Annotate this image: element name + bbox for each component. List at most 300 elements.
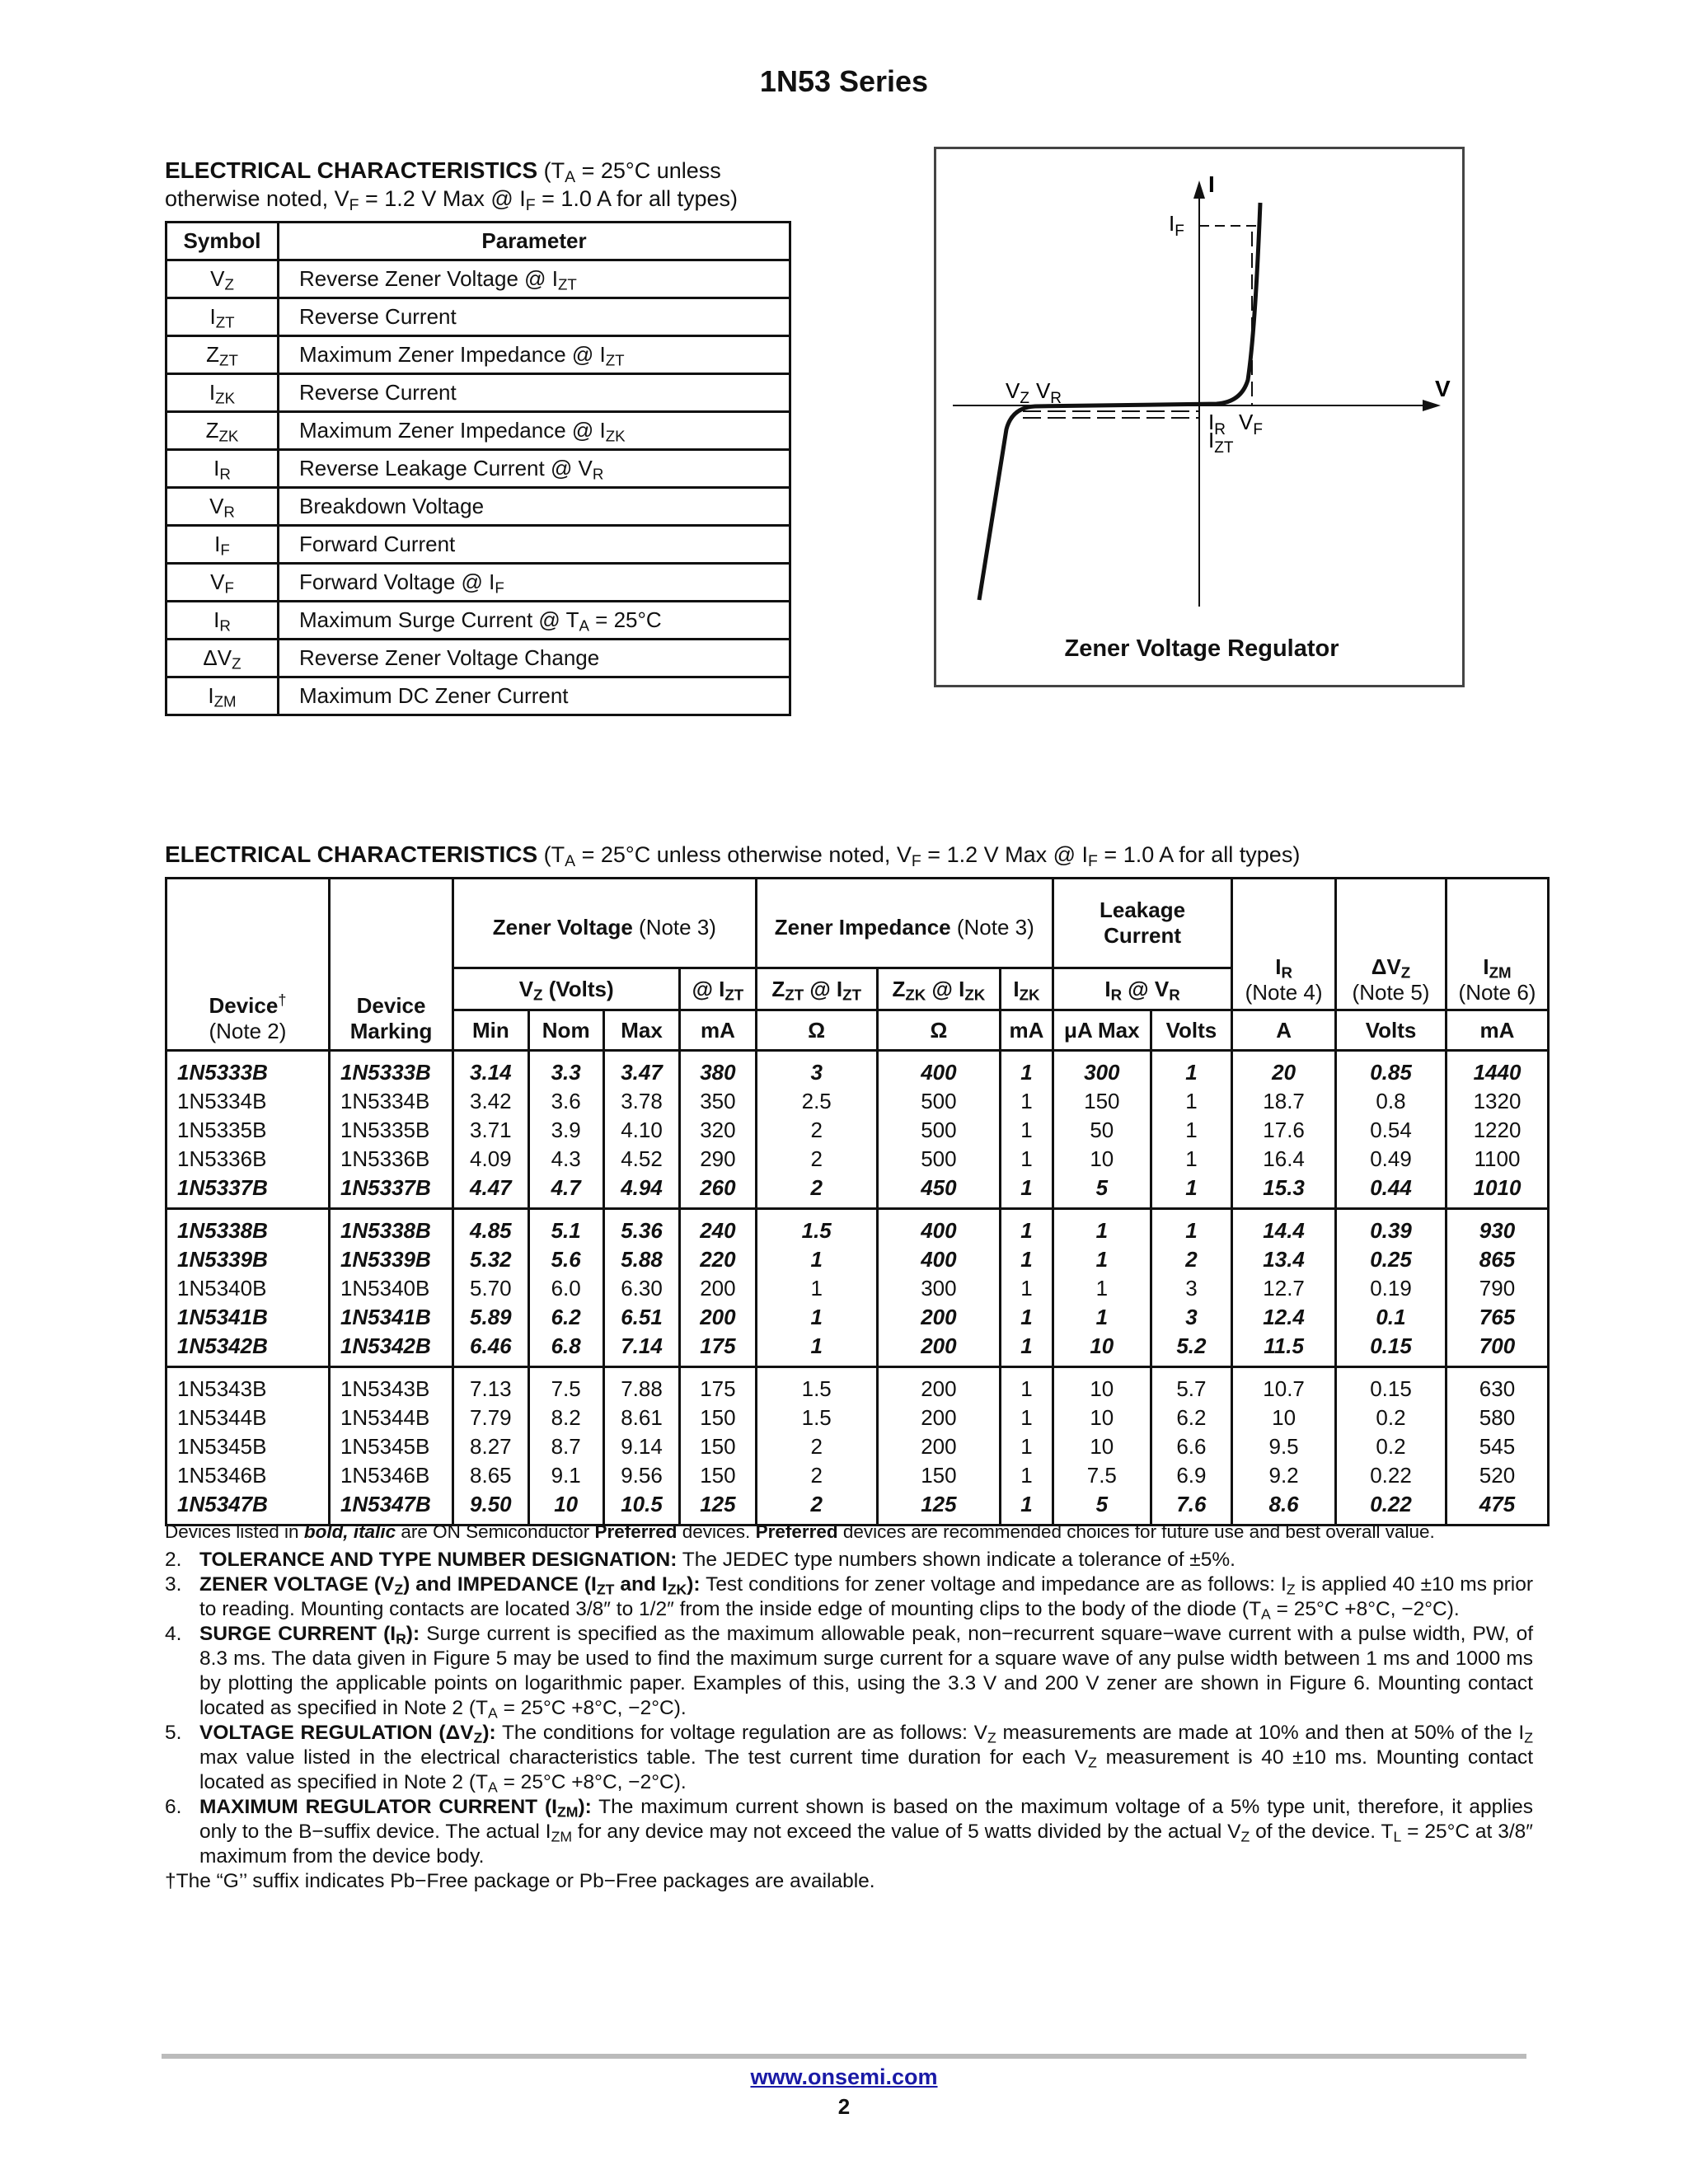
vr-volts-cell: 1 xyxy=(1151,1209,1231,1246)
vz-min-cell: 8.27 xyxy=(453,1432,528,1461)
izm-ma-cell: 700 xyxy=(1447,1332,1549,1367)
zzt-ohm-cell: 1 xyxy=(756,1245,877,1274)
ec2-title-bold: ELECTRICAL CHARACTERISTICS xyxy=(165,841,538,867)
axis-i-label: I xyxy=(1208,171,1215,197)
device-cell: 1N5337B xyxy=(166,1174,330,1209)
unit-min: Min xyxy=(453,1010,528,1051)
izm-ma-cell: 790 xyxy=(1447,1274,1549,1303)
device-cell: 1N5347B xyxy=(166,1490,330,1526)
vr-volts-cell: 6.9 xyxy=(1151,1461,1231,1490)
symbol-table-row xyxy=(166,298,790,336)
izm-ma-cell: 1320 xyxy=(1447,1087,1549,1116)
izm-ma-cell: 580 xyxy=(1447,1404,1549,1432)
izm-header: $I_{ZM}$ (Note 6) xyxy=(1447,879,1549,1010)
vz-nom-cell: 8.2 xyxy=(528,1404,603,1432)
preferred-devices-note: Devices listed in bold, italic are ON Semiconductor Preferred devices. Preferred devices are recommended choices for future use and best overall value. xyxy=(165,1521,1435,1542)
note-4: 4. SURGE CURRENT $(I_R)$: Surge current is specified as the maximum allowable peak, non−recurrent square−wave current with a pulse width, PW, of 8.3 ms. The data given in Figure 5 may be used to find the maximum surge current for a square wave of any pulse width between 1 ms and 1000 ms by plotting the applicable points on logarithmic paper. Examples of this, using the 3.3 V and 200 V zener are shown in Figure 6. Mounting contact located as specified in Note 2 ($T_A = 25^\circ C +8^\circ C$, −2°C). xyxy=(165,1623,1533,1722)
zener-curve-figure xyxy=(936,149,1467,690)
i-axis-arrow xyxy=(1193,180,1205,199)
vr-volts-cell: 5.7 xyxy=(1151,1367,1231,1404)
zzk-ohm-cell: 500 xyxy=(877,1087,1000,1116)
table-row xyxy=(166,1303,1549,1332)
page-title: 1N53 Series xyxy=(759,64,929,98)
symbol-table-body xyxy=(166,260,790,715)
vz-max-cell: 8.61 xyxy=(603,1404,679,1432)
vr-volts-cell: 7.6 xyxy=(1151,1490,1231,1526)
v-axis-arrow xyxy=(1423,400,1441,411)
note-5: 5. VOLTAGE REGULATION $(\Delta V_Z)$: The conditions for voltage regulation are as follows: $V_Z$ measurements are made at 10% and then at 50% of the $I_Z$ max value listed in the electrical characteristics table. The test current time duration for each $V_Z$ measurement is 40 ±10 ms. Mounting contact located as specified in Note 2 ($T_A = 25^\circ C +8^\circ C$, −2°C). xyxy=(165,1722,1533,1796)
parameter-cell: Reverse Zener Voltage @ $I_{ZT}$ xyxy=(279,260,790,298)
izk-ma-cell: 1 xyxy=(1000,1404,1053,1432)
symbol-table-row xyxy=(166,602,790,640)
note-3: 3. ZENER VOLTAGE $(V_Z)$ and IMPEDANCE ($I_{ZT}$ and $I_{ZK}$): Test conditions for zener voltage and impedance are as follows: $I_Z$ is applied 40 ±10 ms prior to reading. Mounting contacts are located 3/8″ to 1/2″ from the inside edge of mounting clips to the body of the diode ($T_A = 25^\circ C +8^\circ C$, −2°C). xyxy=(165,1573,1533,1623)
izt-ma-cell: 150 xyxy=(680,1461,756,1490)
vz-min-cell: 4.09 xyxy=(453,1145,528,1174)
device-cell: 1N5344B xyxy=(166,1404,330,1432)
vz-min-cell: 7.13 xyxy=(453,1367,528,1404)
symbol-cell: $V_F$ xyxy=(166,564,279,602)
izk-ma-cell: 1 xyxy=(1000,1432,1053,1461)
ir-ua-cell: 7.5 xyxy=(1053,1461,1151,1490)
symbol-cell: $I_F$ xyxy=(166,526,279,564)
ir-ua-cell: 300 xyxy=(1053,1051,1151,1088)
symbol-table-row xyxy=(166,564,790,602)
parameter-cell: Maximum DC Zener Current xyxy=(279,677,790,715)
zzt-ohm-cell: 1 xyxy=(756,1303,877,1332)
ir-ua-cell: 5 xyxy=(1053,1174,1151,1209)
izk-ma-cell: 1 xyxy=(1000,1116,1053,1145)
parameter-cell: Maximum Zener Impedance @ $I_{ZK}$ xyxy=(279,412,790,450)
main-header-row-1 xyxy=(166,879,1549,968)
vz-max-cell: 3.47 xyxy=(603,1051,679,1088)
dvz-volts-cell: 0.22 xyxy=(1336,1461,1447,1490)
vr-volts-cell: 1 xyxy=(1151,1145,1231,1174)
izk-header: $I_{ZK}$ xyxy=(1000,968,1053,1010)
dvz-volts-cell: 0.22 xyxy=(1336,1490,1447,1526)
izm-ma-cell: 930 xyxy=(1447,1209,1549,1246)
marking-cell: 1N5333B xyxy=(329,1051,452,1088)
izt-ma-cell: 175 xyxy=(680,1332,756,1367)
izt-ma-cell: 150 xyxy=(680,1404,756,1432)
table-row xyxy=(166,1274,1549,1303)
ir-a-cell: 13.4 xyxy=(1232,1245,1336,1274)
notes-section xyxy=(165,1520,1533,1894)
parameter-cell: Breakdown Voltage xyxy=(279,488,790,526)
symbol-cell: $I_{ZT}$ xyxy=(166,298,279,336)
vz-nom-cell: 10 xyxy=(528,1490,603,1526)
ir-a-cell: 18.7 xyxy=(1232,1087,1336,1116)
dvz-volts-cell: 0.49 xyxy=(1336,1145,1447,1174)
izm-ma-cell: 1440 xyxy=(1447,1051,1549,1088)
marking-cell: 1N5345B xyxy=(329,1432,452,1461)
ec2-cond-sub: F xyxy=(911,851,921,870)
vz-min-cell: 9.50 xyxy=(453,1490,528,1526)
parameter-cell: Reverse Current xyxy=(279,374,790,412)
table-row xyxy=(166,1209,1549,1246)
zener-voltage-header: Zener Voltage (Note 3) xyxy=(453,879,756,968)
symbol-table-row xyxy=(166,336,790,374)
device-cell: 1N5341B xyxy=(166,1303,330,1332)
vz-nom-cell: 8.7 xyxy=(528,1432,603,1461)
footer-divider xyxy=(162,2054,1526,2059)
table-row xyxy=(166,1332,1549,1367)
zzk-ohm-cell: 400 xyxy=(877,1051,1000,1088)
zzk-ohm-cell: 200 xyxy=(877,1367,1000,1404)
vz-min-cell: 6.46 xyxy=(453,1332,528,1367)
parameter-cell: Forward Current xyxy=(279,526,790,564)
ir-a-cell: 11.5 xyxy=(1232,1332,1336,1367)
ir-ua-cell: 10 xyxy=(1053,1367,1151,1404)
vz-max-cell: 4.10 xyxy=(603,1116,679,1145)
izt-ma-cell: 200 xyxy=(680,1274,756,1303)
unit-ohm-zzk: Ω xyxy=(877,1010,1000,1051)
vr-volts-cell: 3 xyxy=(1151,1274,1231,1303)
ir-a-cell: 9.5 xyxy=(1232,1432,1336,1461)
ec1-cond-text: = 25°C unless xyxy=(575,158,721,183)
parameter-cell: Maximum Surge Current @ $T_A = 25^\circ C$ xyxy=(279,602,790,640)
device-cell: 1N5335B xyxy=(166,1116,330,1145)
device-cell: 1N5333B xyxy=(166,1051,330,1088)
dvz-volts-cell: 0.39 xyxy=(1336,1209,1447,1246)
ir-ua-cell: 10 xyxy=(1053,1145,1151,1174)
izm-ma-cell: 520 xyxy=(1447,1461,1549,1490)
ir-ua-cell: 1 xyxy=(1053,1209,1151,1246)
device-cell: 1N5336B xyxy=(166,1145,330,1174)
vz-min-cell: 5.89 xyxy=(453,1303,528,1332)
marking-cell: 1N5339B xyxy=(329,1245,452,1274)
diagram-caption: Zener Voltage Regulator xyxy=(1064,635,1339,662)
vz-volts-header: $V_Z$ (Volts) xyxy=(453,968,680,1010)
vz-max-cell: 4.52 xyxy=(603,1145,679,1174)
zener-characteristic-diagram xyxy=(934,147,1465,687)
izt-ma-cell: 260 xyxy=(680,1174,756,1209)
symbol-table-row xyxy=(166,526,790,564)
izm-ma-cell: 1100 xyxy=(1447,1145,1549,1174)
vr-volts-cell: 1 xyxy=(1151,1051,1231,1088)
ir-a-cell: 17.6 xyxy=(1232,1116,1336,1145)
symbol-cell: $I_{ZM}$ xyxy=(166,677,279,715)
izt-ma-cell: 150 xyxy=(680,1432,756,1461)
marking-cell: 1N5340B xyxy=(329,1274,452,1303)
symbol-cell: $V_Z$ xyxy=(166,260,279,298)
vr-volts-cell: 3 xyxy=(1151,1303,1231,1332)
device-cell: 1N5338B xyxy=(166,1209,330,1246)
table-row xyxy=(166,1461,1549,1490)
dvz-volts-cell: 0.19 xyxy=(1336,1274,1447,1303)
ir-ua-cell: 10 xyxy=(1053,1432,1151,1461)
vz-max-cell: 5.36 xyxy=(603,1209,679,1246)
ec2-title xyxy=(165,841,1550,869)
vz-nom-cell: 3.6 xyxy=(528,1087,603,1116)
izt-ma-cell: 320 xyxy=(680,1116,756,1145)
vz-max-cell: 7.88 xyxy=(603,1367,679,1404)
marking-cell: 1N5343B xyxy=(329,1367,452,1404)
izm-ma-cell: 1010 xyxy=(1447,1174,1549,1209)
izk-ma-cell: 1 xyxy=(1000,1332,1053,1367)
ir-a-cell: 8.6 xyxy=(1232,1490,1336,1526)
vr-volts-cell: 1 xyxy=(1151,1087,1231,1116)
ir-a-cell: 20 xyxy=(1232,1051,1336,1088)
ec1-cond-sub: A xyxy=(565,167,576,186)
page-number: 2 xyxy=(837,2094,851,2119)
vr-volts-cell: 1 xyxy=(1151,1174,1231,1209)
ir-ua-cell: 1 xyxy=(1053,1303,1151,1332)
zzt-ohm-cell: 2 xyxy=(756,1116,877,1145)
leakage-current-header: Leakage Current xyxy=(1053,879,1231,968)
table-row xyxy=(166,1116,1549,1145)
table-row xyxy=(166,1367,1549,1404)
izk-ma-cell: 1 xyxy=(1000,1174,1053,1209)
symbol-table-row xyxy=(166,488,790,526)
marking-cell: 1N5347B xyxy=(329,1490,452,1526)
symbol-cell: $I_R$ xyxy=(166,450,279,488)
vz-nom-cell: 3.9 xyxy=(528,1116,603,1145)
ir-a-cell: 15.3 xyxy=(1232,1174,1336,1209)
izt-ma-cell: 290 xyxy=(680,1145,756,1174)
vz-nom-cell: 6.2 xyxy=(528,1303,603,1332)
izm-ma-cell: 545 xyxy=(1447,1432,1549,1461)
at-izt-header: @ $I_{ZT}$ xyxy=(680,968,756,1010)
izm-ma-cell: 1220 xyxy=(1447,1116,1549,1145)
zzt-ohm-cell: 2 xyxy=(756,1145,877,1174)
vz-min-cell: 5.32 xyxy=(453,1245,528,1274)
zzt-ohm-cell: 2 xyxy=(756,1490,877,1526)
ec2-cond-sub: A xyxy=(565,851,576,870)
dvz-volts-cell: 0.85 xyxy=(1336,1051,1447,1088)
dvz-volts-cell: 0.25 xyxy=(1336,1245,1447,1274)
marking-cell: 1N5341B xyxy=(329,1303,452,1332)
label-izt: $I_{ZT}$ xyxy=(1208,428,1234,457)
unit-volts-vr: Volts xyxy=(1151,1010,1231,1051)
ir-a-cell: 12.4 xyxy=(1232,1303,1336,1332)
device-marking-header: Device Marking xyxy=(329,879,452,1051)
unit-ma-izm: mA xyxy=(1447,1010,1549,1051)
ec1-title xyxy=(165,157,791,213)
ec2-cond-text: (T xyxy=(537,842,565,867)
parameter-cell: Reverse Zener Voltage Change xyxy=(279,640,790,677)
label-ir-vf: $I_R$ $V_F$ xyxy=(1208,410,1263,438)
zzk-ohm-cell: 200 xyxy=(877,1332,1000,1367)
device-cell: 1N5345B xyxy=(166,1432,330,1461)
zzk-ohm-cell: 150 xyxy=(877,1461,1000,1490)
unit-ma-izt: mA xyxy=(680,1010,756,1051)
axis-v-label: V xyxy=(1435,376,1451,401)
symbol-cell: $Z_{ZT}$ xyxy=(166,336,279,374)
ec1-title-bold: ELECTRICAL CHARACTERISTICS xyxy=(165,157,538,183)
vz-nom-cell: 4.3 xyxy=(528,1145,603,1174)
zzk-ohm-cell: 200 xyxy=(877,1404,1000,1432)
zzt-ohm-cell: 2 xyxy=(756,1174,877,1209)
symbol-cell: $Z_{ZK}$ xyxy=(166,412,279,450)
izt-ma-cell: 240 xyxy=(680,1209,756,1246)
zzt-ohm-cell: 2 xyxy=(756,1461,877,1490)
ir-ua-cell: 150 xyxy=(1053,1087,1151,1116)
ir-ua-cell: 5 xyxy=(1053,1490,1151,1526)
zzt-ohm-cell: 2 xyxy=(756,1432,877,1461)
vz-max-cell: 9.14 xyxy=(603,1432,679,1461)
zzk-ohm-cell: 200 xyxy=(877,1303,1000,1332)
device-cell: 1N5342B xyxy=(166,1332,330,1367)
symbol-cell: $V_R$ xyxy=(166,488,279,526)
symbol-table-row xyxy=(166,374,790,412)
symbol-cell: $I_R$ xyxy=(166,602,279,640)
table-row xyxy=(166,1087,1549,1116)
parameter-cell: Forward Voltage @ $I_F$ xyxy=(279,564,790,602)
zzt-ohm-cell: 2.5 xyxy=(756,1087,877,1116)
device-cell: 1N5339B xyxy=(166,1245,330,1274)
izk-ma-cell: 1 xyxy=(1000,1367,1053,1404)
note-6: 6. MAXIMUM REGULATOR CURRENT $(I_{ZM})$: The maximum current shown is based on the maximum voltage of a 5% type unit, therefore, it applies only to the B−suffix device. The actual $I_{ZM}$ for any device may not exceed the value of 5 watts divided by the actual $V_Z$ of the device. $T_L = 25^\circ C$ at 3/8″ maximum from the device body. xyxy=(165,1796,1534,1868)
symbol-parameter-table xyxy=(165,221,791,716)
zzk-header: $Z_{ZK}$ @ $I_{ZK}$ xyxy=(877,968,1000,1010)
vz-max-cell: 7.14 xyxy=(603,1332,679,1367)
vz-max-cell: 10.5 xyxy=(603,1490,679,1526)
unit-max: Max xyxy=(603,1010,679,1051)
ec2-cond-text: = 1.2 V Max @ I xyxy=(921,842,1089,867)
vz-min-cell: 3.42 xyxy=(453,1087,528,1116)
ir-ua-cell: 1 xyxy=(1053,1245,1151,1274)
unit-volts-dvz: Volts xyxy=(1336,1010,1447,1051)
electrical-table-body xyxy=(166,1051,1549,1526)
izk-ma-cell: 1 xyxy=(1000,1087,1053,1116)
unit-ua-max: μA Max xyxy=(1053,1010,1151,1051)
ec2-cond-sub: F xyxy=(1088,851,1098,870)
zzt-header: $Z_{ZT}$ @ $I_{ZT}$ xyxy=(756,968,877,1010)
zener-impedance-header: Zener Impedance (Note 3) xyxy=(756,879,1053,968)
zzk-ohm-cell: 300 xyxy=(877,1274,1000,1303)
table-row xyxy=(166,1174,1549,1209)
dvz-volts-cell: 0.44 xyxy=(1336,1174,1447,1209)
dvz-volts-cell: 0.15 xyxy=(1336,1332,1447,1367)
izk-ma-cell: 1 xyxy=(1000,1245,1053,1274)
marking-cell: 1N5335B xyxy=(329,1116,452,1145)
marking-cell: 1N5344B xyxy=(329,1404,452,1432)
ir-header: $I_R$ (Note 4) xyxy=(1232,879,1336,1010)
ir-a-cell: 10 xyxy=(1232,1404,1336,1432)
zzt-ohm-cell: 1 xyxy=(756,1332,877,1367)
vz-min-cell: 7.79 xyxy=(453,1404,528,1432)
ec1-line2-text: = 1.0 A for all types) xyxy=(535,186,738,211)
symbol-table-row xyxy=(166,260,790,298)
table-row xyxy=(166,1404,1549,1432)
ec1-line2-text: = 1.2 V Max @ I xyxy=(359,186,526,211)
parameter-cell: Reverse Leakage Current @ $V_R$ xyxy=(279,450,790,488)
zzt-ohm-cell: 1.5 xyxy=(756,1404,877,1432)
zzk-ohm-cell: 125 xyxy=(877,1490,1000,1526)
dvz-volts-cell: 0.2 xyxy=(1336,1432,1447,1461)
izk-ma-cell: 1 xyxy=(1000,1274,1053,1303)
symbol-table-header-row xyxy=(166,223,790,260)
device-header: Device† (Note 2) xyxy=(166,879,330,1051)
delta-vz-header: $\Delta V_Z$ (Note 5) xyxy=(1336,879,1447,1010)
unit-a-ir: A xyxy=(1232,1010,1336,1051)
ir-a-cell: 16.4 xyxy=(1232,1145,1336,1174)
table-row xyxy=(166,1145,1549,1174)
dvz-volts-cell: 0.8 xyxy=(1336,1087,1447,1116)
ir-ua-cell: 10 xyxy=(1053,1332,1151,1367)
parameter-cell: Reverse Current xyxy=(279,298,790,336)
table-row xyxy=(166,1245,1549,1274)
vr-volts-cell: 6.6 xyxy=(1151,1432,1231,1461)
izt-ma-cell: 200 xyxy=(680,1303,756,1332)
marking-cell: 1N5338B xyxy=(329,1209,452,1246)
unit-ohm-zzt: Ω xyxy=(756,1010,877,1051)
marking-cell: 1N5334B xyxy=(329,1087,452,1116)
unit-nom: Nom xyxy=(528,1010,603,1051)
marking-cell: 1N5336B xyxy=(329,1145,452,1174)
ec1-line2-sub: F xyxy=(349,195,359,214)
device-cell: 1N5343B xyxy=(166,1367,330,1404)
table-row xyxy=(166,1051,1549,1088)
izk-ma-cell: 1 xyxy=(1000,1461,1053,1490)
zzk-ohm-cell: 450 xyxy=(877,1174,1000,1209)
ir-a-cell: 10.7 xyxy=(1232,1367,1336,1404)
symbol-table-row xyxy=(166,677,790,715)
pb-free-note: †The “G’’ suffix indicates Pb−Free package or Pb−Free packages are available. xyxy=(165,1870,875,1892)
vz-min-cell: 8.65 xyxy=(453,1461,528,1490)
izk-ma-cell: 1 xyxy=(1000,1303,1053,1332)
parameter-cell: Maximum Zener Impedance @ $I_{ZT}$ xyxy=(279,336,790,374)
izk-ma-cell: 1 xyxy=(1000,1145,1053,1174)
device-cell: 1N5340B xyxy=(166,1274,330,1303)
izk-ma-cell: 1 xyxy=(1000,1490,1053,1526)
vz-min-cell: 4.47 xyxy=(453,1174,528,1209)
vz-nom-cell: 6.8 xyxy=(528,1332,603,1367)
marking-cell: 1N5342B xyxy=(329,1332,452,1367)
izt-ma-cell: 125 xyxy=(680,1490,756,1526)
izk-ma-cell: 1 xyxy=(1000,1051,1053,1088)
vz-min-cell: 3.71 xyxy=(453,1116,528,1145)
vz-max-cell: 6.30 xyxy=(603,1274,679,1303)
parameter-column-header: Parameter xyxy=(279,223,790,260)
ir-ua-cell: 1 xyxy=(1053,1274,1151,1303)
vz-max-cell: 4.94 xyxy=(603,1174,679,1209)
zzk-ohm-cell: 400 xyxy=(877,1245,1000,1274)
izm-ma-cell: 765 xyxy=(1447,1303,1549,1332)
izk-ma-cell: 1 xyxy=(1000,1209,1053,1246)
izm-ma-cell: 630 xyxy=(1447,1367,1549,1404)
device-cell: 1N5346B xyxy=(166,1461,330,1490)
ir-ua-cell: 50 xyxy=(1053,1116,1151,1145)
vz-max-cell: 5.88 xyxy=(603,1245,679,1274)
marking-cell: 1N5346B xyxy=(329,1461,452,1490)
izt-ma-cell: 380 xyxy=(680,1051,756,1088)
zzk-ohm-cell: 200 xyxy=(877,1432,1000,1461)
zzt-ohm-cell: 3 xyxy=(756,1051,877,1088)
ir-a-cell: 9.2 xyxy=(1232,1461,1336,1490)
label-vz-vr: $V_Z$ $V_R$ xyxy=(1006,378,1062,407)
symbol-table-row xyxy=(166,450,790,488)
marking-cell: 1N5337B xyxy=(329,1174,452,1209)
vr-volts-cell: 6.2 xyxy=(1151,1404,1231,1432)
vz-nom-cell: 5.1 xyxy=(528,1209,603,1246)
vr-volts-cell: 2 xyxy=(1151,1245,1231,1274)
vz-nom-cell: 9.1 xyxy=(528,1461,603,1490)
footer-website-link[interactable]: www.onsemi.com xyxy=(750,2064,938,2089)
vz-max-cell: 6.51 xyxy=(603,1303,679,1332)
note-2: 2. TOLERANCE AND TYPE NUMBER DESIGNATION: The JEDEC type numbers shown indicate a tolerance of ±5%. xyxy=(165,1549,1236,1571)
dvz-volts-cell: 0.2 xyxy=(1336,1404,1447,1432)
vz-min-cell: 5.70 xyxy=(453,1274,528,1303)
ec2-cond-text: = 1.0 A for all types) xyxy=(1097,842,1301,867)
vz-nom-cell: 6.0 xyxy=(528,1274,603,1303)
izt-ma-cell: 220 xyxy=(680,1245,756,1274)
ec1-line2-sub: F xyxy=(525,195,536,214)
vz-nom-cell: 3.3 xyxy=(528,1051,603,1088)
dvz-volts-cell: 0.15 xyxy=(1336,1367,1447,1404)
ir-a-cell: 12.7 xyxy=(1232,1274,1336,1303)
ir-at-vr-header: $I_R$ @ $V_R$ xyxy=(1053,968,1231,1010)
